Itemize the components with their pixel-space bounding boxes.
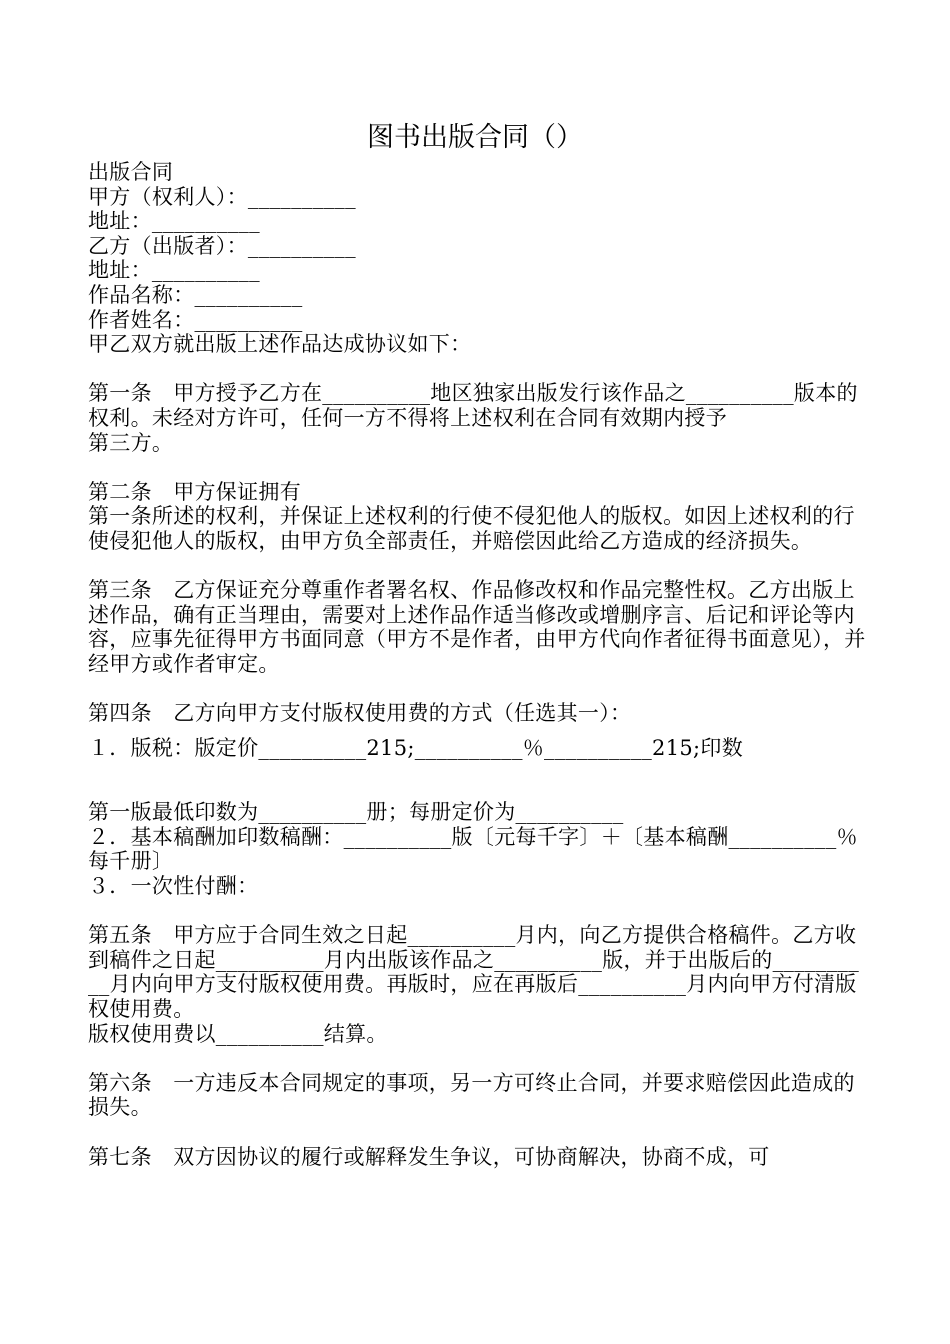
article-1-continued: 第三方。 bbox=[88, 430, 174, 455]
party-b-field: 乙方（出版者）：__________ bbox=[88, 233, 356, 258]
first-edition-minimum: 第一版最低印数为__________册；每册定价为__________ bbox=[88, 800, 624, 825]
work-title-field: 作品名称：__________ bbox=[88, 282, 303, 307]
party-a-address-field: 地址：__________ bbox=[88, 209, 260, 234]
article-3: 第三条 乙方保证充分尊重作者署名权、作品修改权和作品完整性权。乙方出版上述作品，确有正当理由，需要对上述作品作适当修改或增删序言、后记和评论等内容，应事先征得甲方书面同意（甲方不是作者，由甲方代向作者征得书面意见），并经甲方或作者审定。 bbox=[88, 578, 866, 676]
document-body bbox=[88, 160, 868, 1169]
article-4-heading: 第四条 乙方向甲方支付版权使用费的方式（任选其一）： bbox=[88, 701, 632, 726]
contract-heading: 出版合同 bbox=[88, 160, 174, 184]
document-title: 图书出版合同（） bbox=[367, 122, 583, 153]
article-6: 第六条 一方违反本合同规定的事项，另一方可终止合同，并要求赔偿因此造成的损失。 bbox=[88, 1070, 855, 1120]
article-1: 第一条 甲方授予乙方在__________地区独家出版发行该作品之__________版本的权利。未经对方许可，任何一方不得将上述权利在合同有效期内授予 bbox=[88, 381, 858, 430]
party-b-address-field: 地址：__________ bbox=[88, 258, 260, 283]
party-a-field: 甲方（权利人）：__________ bbox=[88, 184, 356, 209]
article-2-heading: 第二条 甲方保证拥有 bbox=[88, 479, 301, 504]
article-5: 第五条 甲方应于合同生效之日起__________月内，向乙方提供合格稿件。乙方收到稿件之日起__________月内出版该作品之__________版，并于出版后的__________月内向甲方支付版权使用费。再版时，应在再版后__________月内向甲方付清版权使用费。 bbox=[88, 923, 859, 1021]
payment-option-2: ２．基本稿酬加印数稿酬：__________版〔元每千字〕＋〔基本稿酬__________％每千册〕 bbox=[88, 824, 858, 874]
article-2-body: 第一条所述的权利，并保证上述权利的行使不侵犯他人的版权。如因上述权利的行使侵犯他人的版权，由甲方负全部责任，并赔偿因此给乙方造成的经济损失。 bbox=[88, 504, 855, 553]
article-7: 第七条 双方因协议的履行或解释发生争议，可协商解决，协商不成，可 bbox=[88, 1144, 770, 1169]
payment-option-3: ３．一次性付酬： bbox=[88, 874, 259, 899]
author-name-field: 作者姓名：__________ bbox=[88, 307, 303, 332]
settlement-currency: 版权使用费以__________结算。 bbox=[88, 1021, 388, 1046]
payment-option-1: １．版税：版定价__________215;__________％__________215;印数 bbox=[88, 735, 744, 760]
agreement-intro: 甲乙双方就出版上述作品达成协议如下： bbox=[88, 332, 472, 357]
